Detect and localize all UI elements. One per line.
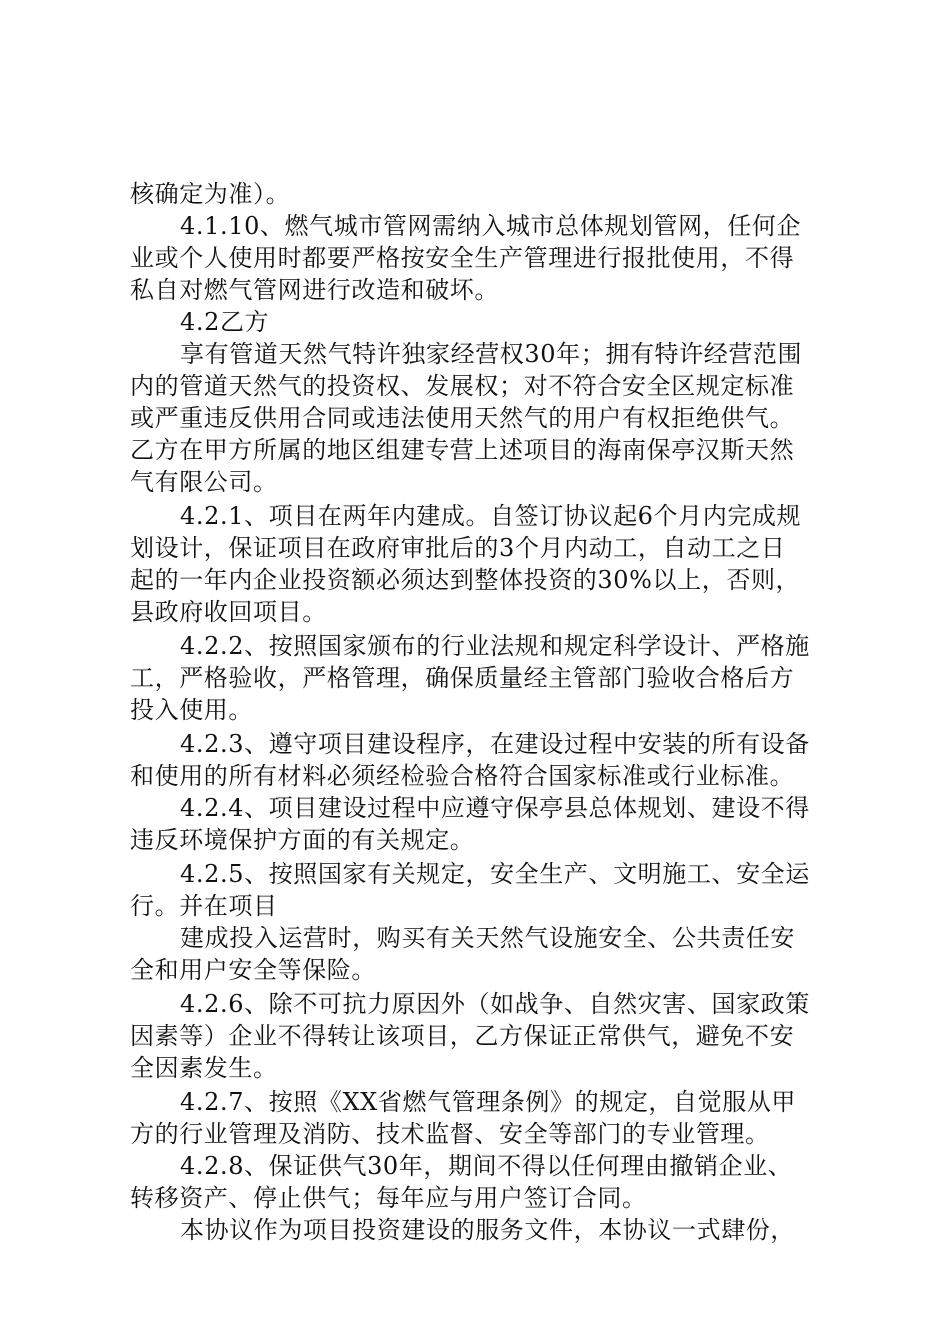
text-line: 全因素发生。 — [130, 1054, 278, 1082]
text-line: 县政府收回项目。 — [130, 598, 327, 626]
text-line: 核确定为准）。 — [130, 180, 291, 208]
text-line: 起的一年内企业投资额必须达到整体投资的30%以上，否则， — [130, 566, 801, 594]
text-line: 本协议作为项目投资建设的服务文件，本协议一式肆份， — [180, 1216, 795, 1244]
text-line: 划设计，保证项目在政府审批后的3个月内动工，自动工之日 — [130, 534, 786, 562]
text-line: 全和用户安全等保险。 — [130, 956, 376, 984]
text-line: 方的行业管理及消防、技术监督、安全等部门的专业管理。 — [130, 1120, 770, 1148]
text-line: 4.2.4、项目建设过程中应遵守保亭县总体规划、建设不得 — [180, 794, 810, 822]
text-line: 投入使用。 — [130, 696, 253, 724]
text-line: 4.2.5、按照国家有关规定，安全生产、文明施工、安全运 — [180, 860, 810, 888]
text-line: 行。并在项目 — [130, 892, 278, 920]
section-heading: 4.2乙方 — [180, 308, 270, 336]
text-line: 私自对燃气管网进行改造和破坏。 — [130, 276, 499, 304]
text-line: 4.2.2、按照国家颁布的行业法规和规定科学设计、严格施 — [180, 632, 810, 660]
text-line: 或严重违反供用合同或违法使用天然气的用户有权拒绝供气。 — [130, 404, 795, 432]
text-line: 内的管道天然气的投资权、发展权；对不符合安全区规定标准 — [130, 372, 795, 400]
text-line: 气有限公司。 — [130, 468, 278, 496]
text-line: 4.2.1、项目在两年内建成。自签订协议起6个月内完成规 — [180, 502, 802, 530]
text-line: 4.2.3、遵守项目建设程序，在建设过程中安装的所有设备 — [180, 730, 810, 758]
text-line: 乙方在甲方所属的地区组建专营上述项目的海南保亭汉斯天然 — [130, 436, 795, 464]
text-line: 和使用的所有材料必须经检验合格符合国家标准或行业标准。 — [130, 762, 795, 790]
text-line: 因素等）企业不得转让该项目，乙方保证正常供气，避免不安 — [130, 1022, 795, 1050]
text-line: 享有管道天然气特许独家经营权30年；拥有特许经营范围 — [180, 340, 803, 368]
text-line: 4.2.8、保证供气30年，期间不得以任何理由撤销企业、 — [180, 1152, 793, 1180]
text-line: 业或个人使用时都要严格按安全生产管理进行报批使用，不得 — [130, 244, 795, 272]
text-line: 工，严格验收，严格管理，确保质量经主管部门验收合格后方 — [130, 664, 795, 692]
text-line: 4.1.10、燃气城市管网需纳入城市总体规划管网，任何企 — [180, 212, 802, 240]
text-line: 违反环境保护方面的有关规定。 — [130, 826, 475, 854]
text-line: 4.2.6、除不可抗力原因外（如战争、自然灾害、国家政策 — [180, 990, 810, 1018]
text-line: 建成投入运营时，购买有关天然气设施安全、公共责任安 — [180, 924, 795, 952]
text-line: 4.2.7、按照《XX省燃气管理条例》的规定，自觉服从甲 — [180, 1088, 797, 1116]
text-line: 转移资产、停止供气；每年应与用户签订合同。 — [130, 1184, 647, 1212]
